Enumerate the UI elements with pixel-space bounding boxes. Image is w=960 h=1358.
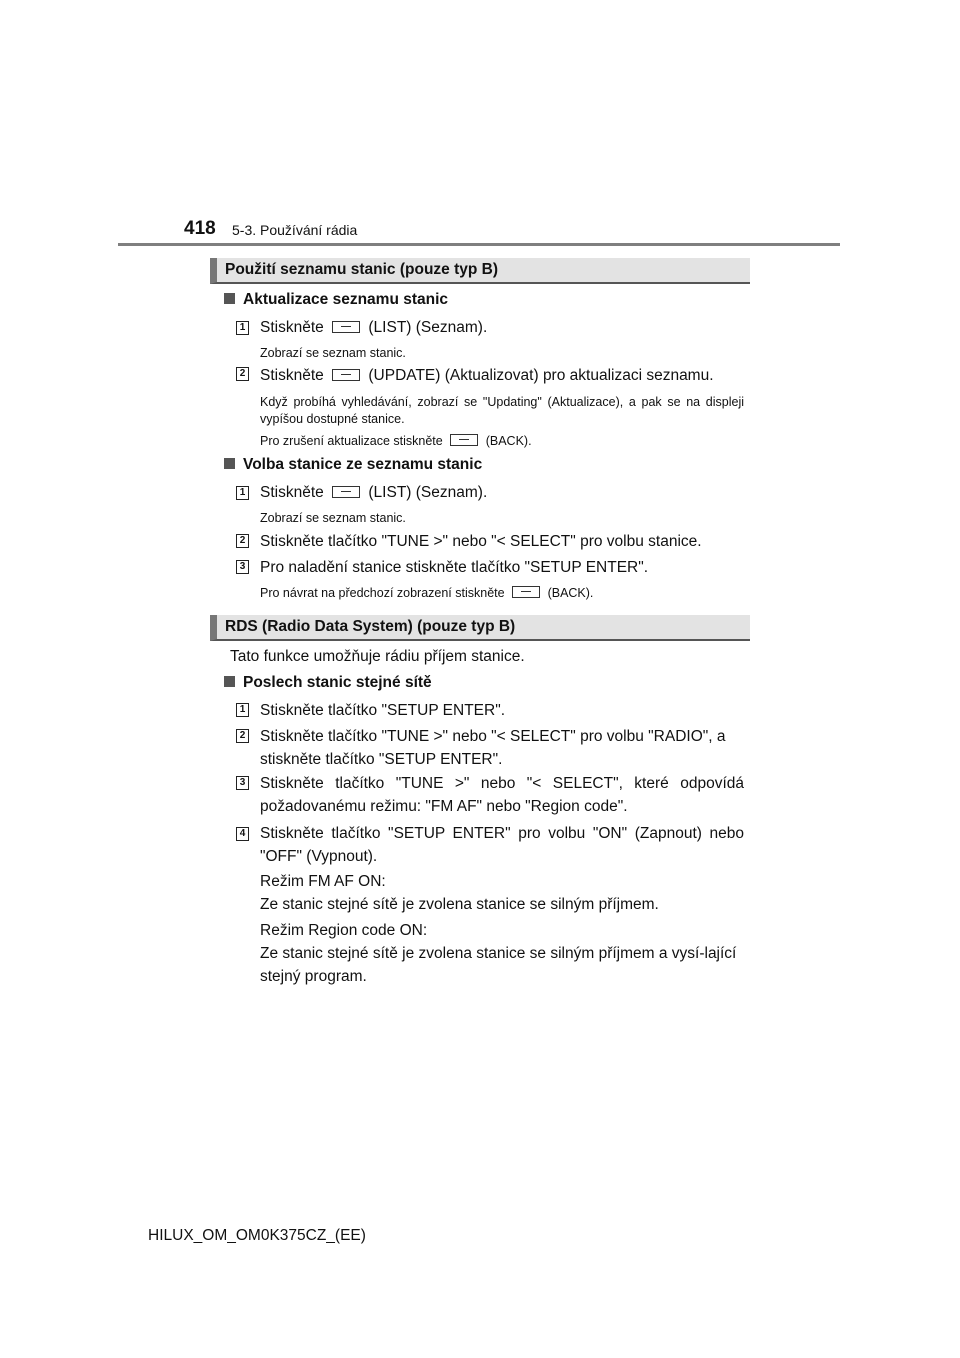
step-number: 3: [236, 776, 249, 790]
update-button-icon: [332, 369, 360, 381]
intro-paragraph: Tato funkce umožňuje rádiu příjem stanice.: [230, 648, 525, 665]
step-text: Stiskněte tlačítko "TUNE >" nebo "< SELECT" pro volbu stanice.: [260, 533, 702, 550]
list-button-icon: [332, 486, 360, 498]
back-button-icon: [512, 586, 540, 598]
square-bullet-icon: [224, 676, 235, 687]
subheading-same-network: Poslech stanic stejné sítě: [224, 674, 432, 692]
mode-text: Ze stanic stejné sítě je zvolena stanice se silným příjmem.: [260, 896, 659, 913]
step-note: Když probíhá vyhledávání, zobrazí se "Updating" (Aktualizace), a pak se na displeji vypíšou dostupné stanice.: [260, 395, 744, 426]
back-button-icon: [450, 434, 478, 446]
step-number: 1: [236, 486, 249, 500]
step-text: Stiskněte (LIST) (Seznam).: [260, 319, 488, 336]
mode-title: Režim FM AF ON:: [260, 873, 386, 890]
square-bullet-icon: [224, 293, 235, 304]
header-rule: [118, 243, 840, 246]
step-text: Stiskněte (LIST) (Seznam).: [260, 484, 488, 501]
step-number: 2: [236, 367, 249, 381]
step-note: Pro zrušení aktualizace stiskněte (BACK).: [260, 434, 532, 448]
step-number: 2: [236, 534, 249, 548]
square-bullet-icon: [224, 458, 235, 469]
document-code: HILUX_OM_OM0K375CZ_(EE): [148, 1227, 366, 1244]
step-text: Stiskněte tlačítko "SETUP ENTER".: [260, 702, 506, 719]
step-number: 1: [236, 703, 249, 717]
step-number: 4: [236, 827, 249, 841]
list-button-icon: [332, 321, 360, 333]
step-text: Pro naladění stanice stiskněte tlačítko "SETUP ENTER".: [260, 559, 649, 576]
running-header: 5-3. Používání rádia: [232, 222, 358, 238]
section-heading-station-list: Použití seznamu stanic (pouze typ B): [210, 258, 750, 284]
step-text: Stiskněte (UPDATE) (Aktualizovat) pro aktualizaci seznamu.: [260, 367, 714, 384]
page-number: 418: [184, 218, 216, 239]
step-text: Stiskněte tlačítko "SETUP ENTER" pro volbu "ON" (Zapnout) nebo "OFF" (Vypnout).: [260, 825, 744, 865]
step-number: 2: [236, 729, 249, 743]
step-number: 3: [236, 560, 249, 574]
step-number: 1: [236, 321, 249, 335]
subheading-select-station: Volba stanice ze seznamu stanic: [224, 456, 482, 474]
mode-text: Ze stanic stejné sítě je zvolena stanice se silným příjmem a vysí-lající stejný program.: [260, 945, 737, 985]
step-note: Pro návrat na předchozí zobrazení stiskněte (BACK).: [260, 586, 594, 600]
subheading-update-list: Aktualizace seznamu stanic: [224, 291, 448, 309]
step-note: Zobrazí se seznam stanic.: [260, 511, 406, 525]
mode-title: Režim Region code ON:: [260, 922, 428, 939]
step-text: Stiskněte tlačítko "TUNE >" nebo "< SELECT" pro volbu "RADIO", a stiskněte tlačítko "SETUP ENTER".: [260, 728, 726, 768]
step-text: Stiskněte tlačítko "TUNE >" nebo "< SELECT", které odpovídá požadovanému režimu: "FM AF" nebo "Region code".: [260, 775, 744, 815]
step-note: Zobrazí se seznam stanic.: [260, 346, 406, 360]
section-heading-rds: RDS (Radio Data System) (pouze typ B): [210, 615, 750, 641]
